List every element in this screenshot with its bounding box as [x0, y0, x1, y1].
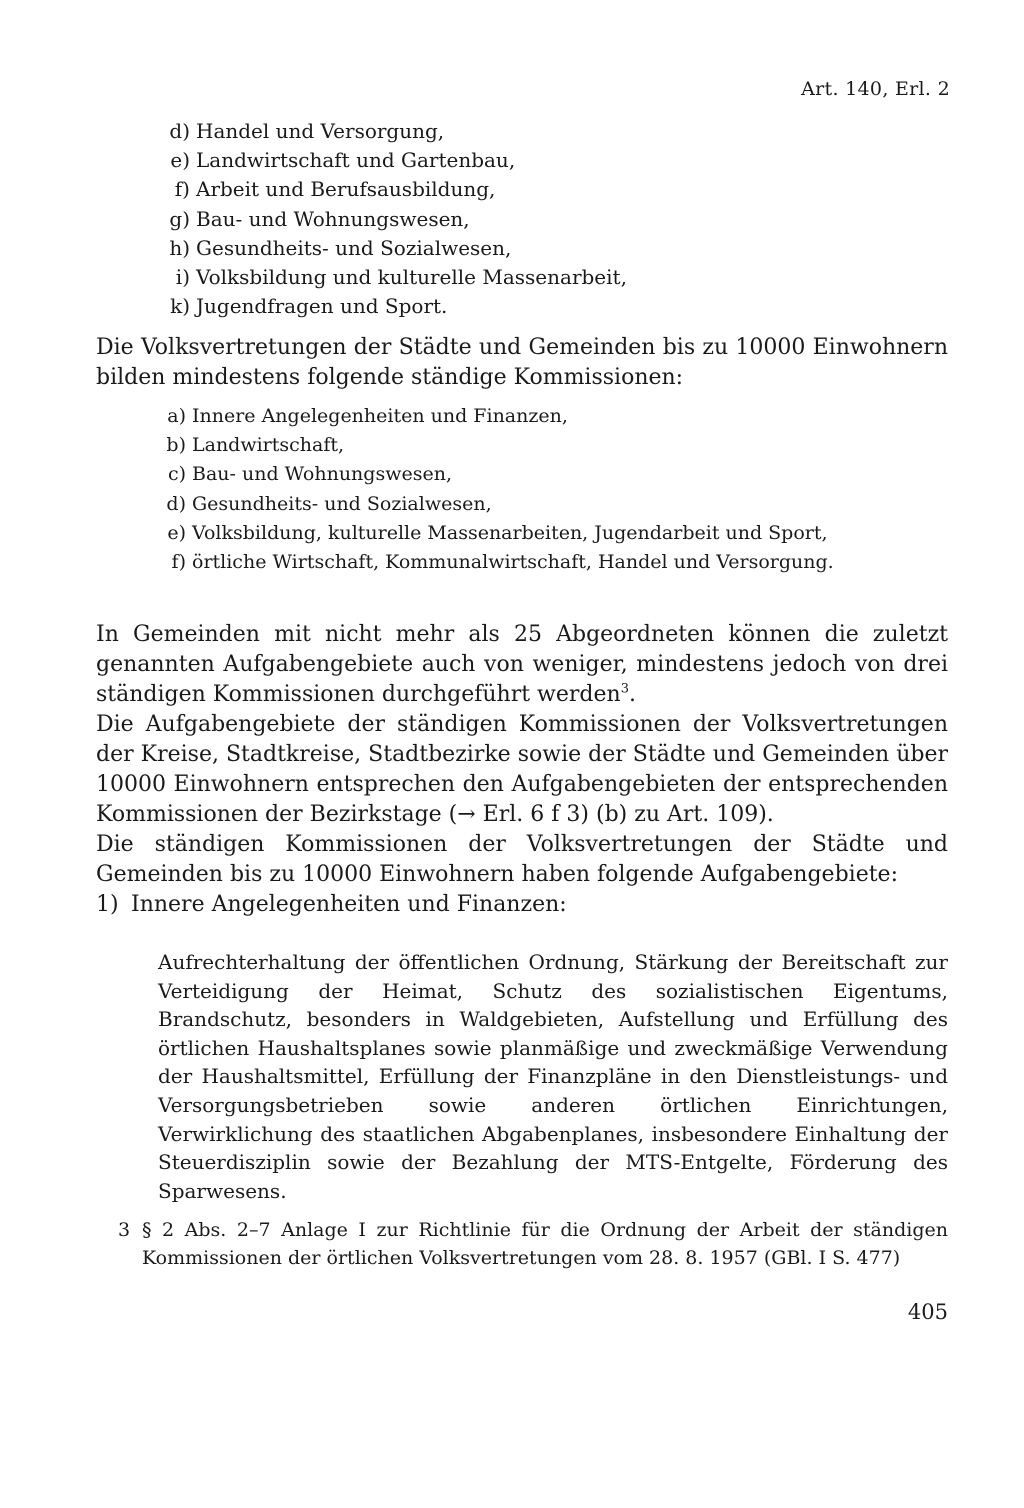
- list-item: g) Bau- und Wohnungswesen,: [169, 206, 470, 231]
- list-item: f) örtliche Wirtschaft, Kommunalwirtschaft, Handel und Versorgung.: [171, 550, 834, 573]
- main-text-block: [96, 620, 948, 920]
- paragraph-small-towns: Die Volksvertretungen der Städte und Gemeinden bis zu 10000 Einwohnern bilden mindestens folgende ständige Kommissionen:: [96, 335, 948, 390]
- item-1-description: Aufrechterhaltung der öffentlichen Ordnung, Stärkung der Bereitschaft zur Verteidigung der Heimat, Schutz des sozialistischen Eigentums, Brandschutz, besonders in Waldgebieten, Aufstellung und Erfüllung des örtlichen Haushaltsplanes sowie planmäßige und zweckmäßige Verwendung der Haushaltsmittel, Erfüllung der Finanzpläne in den Dienstleistungs- und Versorgungsbetrieben sowie anderen örtlichen Einrichtungen, Verwirklichung des staatlichen Abgabenplanes, insbesondere Einhaltung der Steuerdisziplin sowie der Bezahlung der MTS-Entgelte, Förderung des Sparwesens.: [158, 950, 948, 1203]
- list-item: h) Gesundheits- und Sozialwesen,: [169, 235, 512, 260]
- list-item: d) Handel und Versorgung,: [169, 119, 445, 143]
- small-towns-commission-list: [146, 405, 834, 580]
- list-item: i) Volksbildung und kulturelle Massenarbeit,: [175, 264, 627, 289]
- footnote-text: § 2 Abs. 2–7 Anlage I zur Richtlinie für die Ordnung der Arbeit der ständigen Kommissionen der örtlichen Volksvertretungen vom 28. 8. 1957 (GBl. I S. 477): [142, 1219, 948, 1269]
- list-item: c) Bau- und Wohnungswesen,: [167, 463, 452, 486]
- list-item: b) Landwirtschaft,: [166, 434, 345, 457]
- commission-list-continued: [148, 119, 627, 323]
- running-header: Art. 140, Erl. 2: [801, 78, 950, 100]
- paragraph-25-deputies: In Gemeinden mit nicht mehr als 25 Abgeordneten können die zuletzt genannten Aufgabengebiete auch von weniger, mindestens jedoch von drei ständigen Kommissionen durchgeführt werden$^3$.: [96, 622, 948, 707]
- list-item: e) Volksbildung, kulturelle Massenarbeiten, Jugendarbeit und Sport,: [167, 521, 828, 544]
- list-item: f) Arbeit und Berufsausbildung,: [174, 177, 496, 202]
- list-item: e) Landwirtschaft und Gartenbau,: [170, 148, 516, 173]
- footnote: [118, 1216, 948, 1272]
- paragraph-tasks-intro: Die ständigen Kommissionen der Volksvertretungen der Städte und Gemeinden bis zu 10000 Einwohnern haben folgende Aufgabengebiete:: [96, 832, 948, 887]
- list-item: k) Jugendfragen und Sport.: [170, 294, 448, 319]
- paragraph-districts: Die Aufgabengebiete der ständigen Kommissionen der Volksvertretungen der Kreise, Stadtkreise, Stadtbezirke sowie der Städte und Gemeinden über 10000 Einwohnern entsprechen den Aufgabengebieten der entsprechenden Kommissionen der Bezirkstage (→ Erl. 6 f 3) (b) zu Art. 109).: [96, 712, 948, 827]
- footnote-mark: 3: [118, 1219, 131, 1241]
- page-number: 405: [907, 1300, 948, 1324]
- footnote-reference[interactable]: 3: [620, 681, 629, 697]
- list-item: a) Innere Angelegenheiten und Finanzen,: [167, 405, 568, 427]
- numbered-item-heading: 1) Innere Angelegenheiten und Finanzen:: [96, 892, 567, 917]
- list-item: d) Gesundheits- und Sozialwesen,: [166, 492, 492, 515]
